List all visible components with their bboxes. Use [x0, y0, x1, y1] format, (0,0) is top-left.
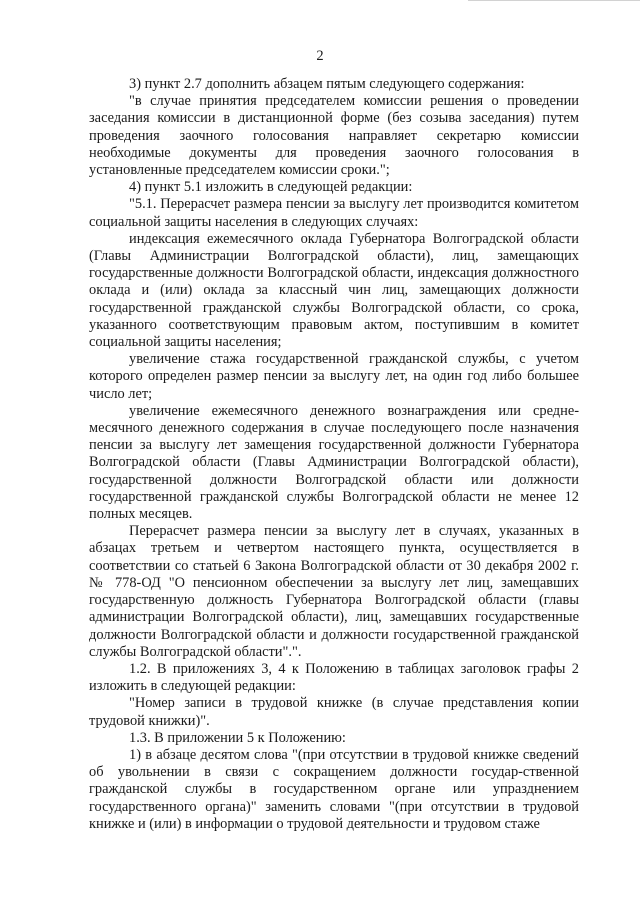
- paragraph-subitem-1: 1) в абзаце десятом слова "(при отсутствии в трудовой книжке сведений об увольнении в связи с сокращением должности государ-ственной гражданской службы в государственном органе или упразднением государственного органа)" заменить словами "(при отсутствии в трудовой книжке и (или) в информации о трудовой деятельности и трудовом стаже: [89, 746, 579, 832]
- paragraph-remuneration: увеличение ежемесячного денежного вознаграждения или средне-месячного денежного содержания в случае последующего после назначения пенсии за выслугу лет замещения государственной должности Губернатора Волгоградской области (Главы Администрации Волгоградской области), государственной должности Волгоградской области или должности государственной гражданской службы Волгоградской области не менее 12 полных месяцев.: [89, 402, 579, 523]
- paragraph-item-4: 4) пункт 5.1 изложить в следующей редакции:: [129, 179, 413, 196]
- paragraph-item-3: 3) пункт 2.7 дополнить абзацем пятым следующего содержания:: [129, 76, 525, 92]
- paragraph-1-2: 1.2. В приложениях 3, 4 к Положению в таблицах заголовок графы 2 изложить в следующей редакции:: [89, 660, 579, 695]
- paragraph-5-1: "5.1. Перерасчет размера пенсии за выслугу лет производится комитетом социальной защиты населения в следующих случаях:: [89, 196, 579, 230]
- paragraph-indexation: индексация ежемесячного оклада Губернатора Волгоградской области (Главы Администрации Волгоградской области), лиц, замещающих государственные должности Волгоградской области, индексация должностного оклада и (или) оклада за классный чин лиц, замещающих должности государственной гражданской службы Волгоградской области, со срока, указанного соответствующим правовым актом, поступившим в комитет социальной защиты населения;: [89, 230, 579, 351]
- paragraph-1-3: 1.3. В приложении 5 к Положению:: [129, 729, 346, 746]
- document-body: [89, 76, 579, 833]
- paragraph-service-length: увеличение стажа государственной гражданской службы, с учетом которого определен размер пенсии за выслугу лет, на один год либо большее число лет;: [89, 351, 579, 402]
- paragraph-recalculation: Перерасчет размера пенсии за выслугу лет в случаях, указанных в абзацах третьем и четвертом настоящего пункта, осуществляется в соответствии со статьей 6 Закона Волгоградской области от 30 декабря 2002 г. № 778-ОД "О пенсионном обеспечении за выслугу лет лиц, замещавших государственную должность Губернатора Волгоградской области (главы администрации Волгоградской области), лиц, замещавших государственные должности Волгоградской области и должности государственной гражданской службы Волгоградской области".".: [89, 523, 579, 660]
- paragraph-column-title: "Номер записи в трудовой книжке (в случае представления копии трудовой книжки)".: [89, 695, 579, 729]
- top-edge-line: [468, 0, 640, 1]
- paragraph-quote-session: "в случае принятия председателем комиссии решения о проведении заседания комиссии в дистанционной форме (без созыва заседания) путем проведения заочного голосования направляет секретарю комиссии необходимые документы для проведения заочного голосования в установленные председателем комиссии сроки.";: [89, 93, 579, 179]
- page-number: 2: [316, 48, 324, 64]
